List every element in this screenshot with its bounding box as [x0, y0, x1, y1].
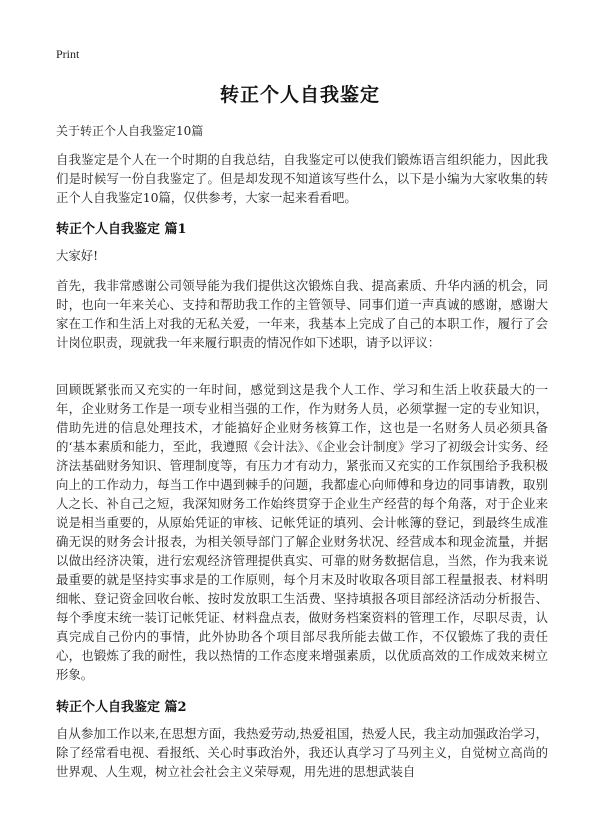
section-heading-1: 转正个人自我鉴定 篇1 [56, 222, 187, 237]
section-2-paragraph-1: 自从参加工作以来,在思想方面，我热爱劳动,热爱祖国，热爱人民，我主动加强政治学习，除了经常看电视、看报纸、关心时事政治外，我还认真学习了马列主义，自觉树立高尚的世界观、人生观，树立社会社会主义荣辱观，用先进的思想武装自 [56, 726, 548, 779]
section-1-paragraph-3: 回顾既紧张而又充实的一年时间，感觉到这是我个人工作、学习和生活上收获最大的一年，企业财务工作是一项专业相当强的工作，作为财务人员，必须掌握一定的专业知识，借助先进的信息处理技术，才能搞好企业财务核算工作，这也是一名财务人员必须具备的‘基本素质和能力，至此，我遵照《会计法》、《企业会计制度》学习了初级会计实务、经济法基础财务知识、管理制度等，有压力才有动力，紧张而又充实的工作氛围给予我积极向上的工作动力，每当工作中遇到棘手的问题，我都虚心向师傅和身边的同事请教，取别人之长、补自己之短，我深知财务工作始终贯穿于企业生产经营的每个角落，对于企业来说是相当重要的，从原始凭证的审核、记帐凭证的填列、会计帐簿的登记，到最终生成准确无误的财务会计报表，为相关领导部门了解企业财务状况、经营成本和现金流量，并据以做出经济决策，进行宏观经济管理提供真实、可靠的财务数据信息，当然，作为我来说最重要的就是坚持实事求是的工作原则，每个月末及时收取各项目部工程量报表、材料明细帐、登记资金回收台帐、按时发放职工生活费、坚持填报各项目部经济活动分析报告、每个季度末统一装订记帐凭证、材料盘点表，做财务档案资料的管理工作，尽职尽责，认真完成自己份内的事情，此外协助各个项目部尽我所能去做工作，不仅锻炼了我的责任心，也锻炼了我的耐性，我以热情的工作态度来增强素质，以优质高效的工作成效来树立形象。 [56, 382, 548, 682]
intro-paragraph: 自我鉴定是个人在一个时期的自我总结，自我鉴定可以使我们锻炼语言组织能力，因此我们是时候写一份自我鉴定了。但是却发现不知道该写些什么，以下是小编为大家收集的转正个人自我鉴定10篇，仅供参考，大家一起来看看吧。 [56, 152, 548, 205]
print-label[interactable]: Print [56, 47, 80, 61]
document-subtitle: 关于转正个人自我鉴定10篇 [56, 124, 204, 138]
page-title: 转正个人自我鉴定 [219, 84, 380, 106]
section-1-paragraph-2: 首先，我非常感谢公司领导能为我们提供这次锻炼自我、提高素质、升华内涵的机会，同时，也向一年来关心、支持和帮助我工作的主管领导、同事们道一声真诚的感谢，感谢大家在工作和生活上对我的无私关爱，一年来，我基本上完成了自己的本职工作，履行了会计岗位职责，现就我一年来履行职责的情况作如下述职，请予以评议： [56, 278, 548, 350]
section-1-paragraph-1: 大家好! [56, 248, 99, 263]
section-heading-2: 转正个人自我鉴定 篇2 [56, 700, 187, 715]
